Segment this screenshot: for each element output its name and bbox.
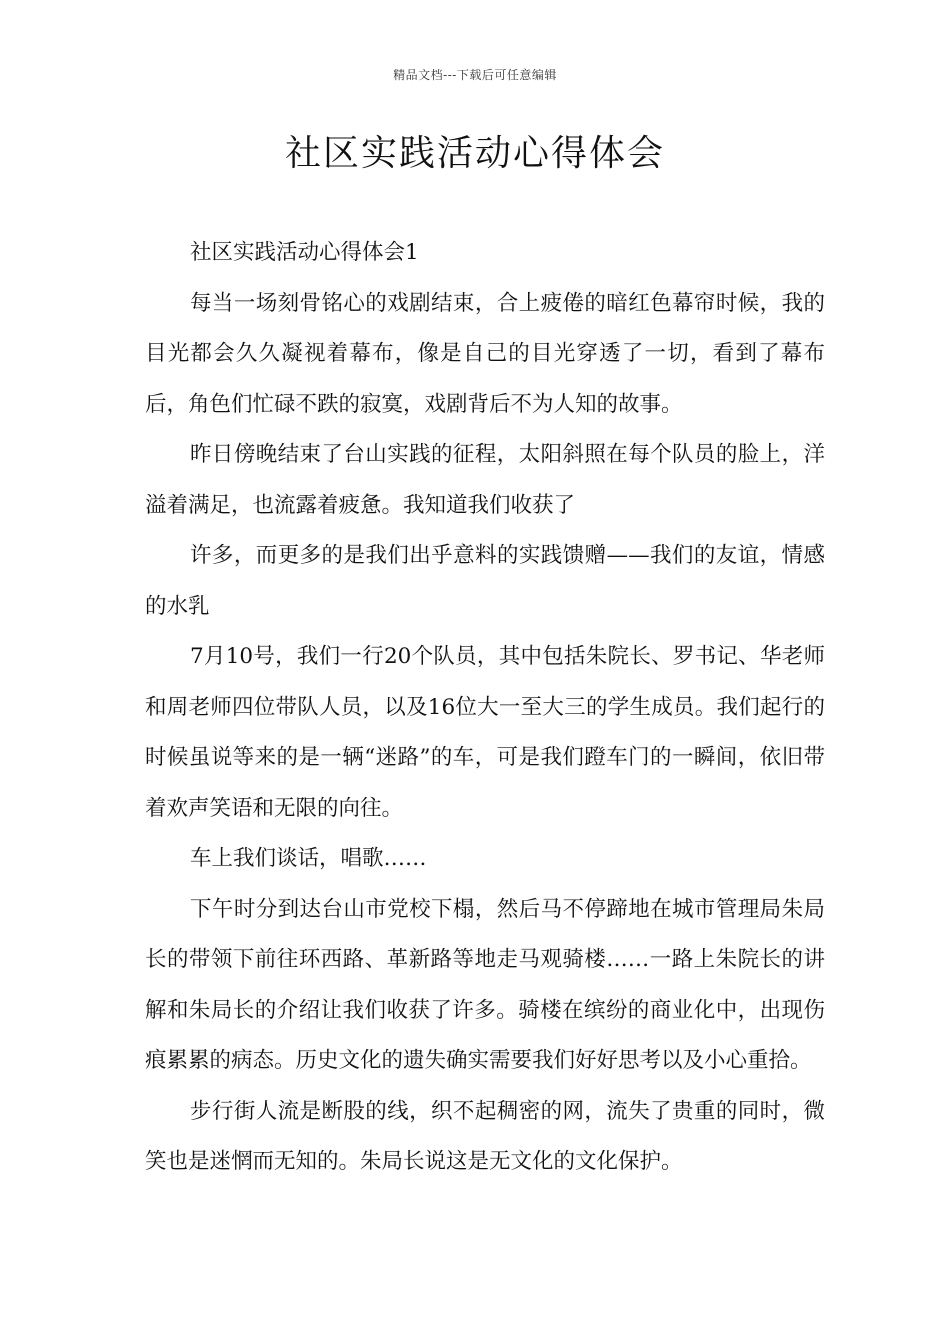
section-heading: 社区实践活动心得体会1 (190, 240, 419, 265)
paragraph: 每当一场刻骨铭心的戏剧结束，合上疲倦的暗红色幕帘时候，我的目光都会久久凝视着幕布，像是自己的目光穿透了一切，看到了幕布后，角色们忙碌不跌的寂寞，戏剧背后不为人知的故事。 (145, 290, 825, 417)
paragraph: 步行街人流是断股的线，织不起稠密的网，流失了贵重的同时，微笑也是迷惘而无知的。朱局长说这是无文化的文化保护。 (145, 1098, 825, 1174)
paragraph: 7月10号，我们一行20个队员，其中包括朱院长、罗书记、华老师和周老师四位带队人员，以及16位大一至大三的学生成员。我们起行的时候虽说等来的是一辆“迷路”的车，可是我们蹬车门的一瞬间，依旧带着欢声笑语和无限的向往。 (145, 644, 825, 821)
paragraph: 下午时分到达台山市党校下榻，然后马不停蹄地在城市管理局朱局长的带领下前往环西路、革新路等地走马观骑楼……一路上朱院长的讲解和朱局长的介绍让我们收获了许多。骑楼在缤纷的商业化中，出现伤痕累累的病态。历史文化的遗失确实需要我们好好思考以及小心重拾。 (145, 896, 825, 1073)
document-body (145, 228, 825, 1188)
document-title: 社区实践活动心得体会 (284, 133, 665, 174)
paragraph: 昨日傍晚结束了台山实践的征程，太阳斜照在每个队员的脸上，洋溢着满足，也流露着疲惫。我知道我们收获了 (145, 442, 825, 518)
header-note: 精品文档---下载后可任意编辑 (393, 68, 557, 82)
paragraph: 车上我们谈话，唱歌…… (190, 846, 427, 871)
paragraph: 许多，而更多的是我们出乎意料的实践馈赠——我们的友谊，情感的水乳 (145, 543, 825, 619)
